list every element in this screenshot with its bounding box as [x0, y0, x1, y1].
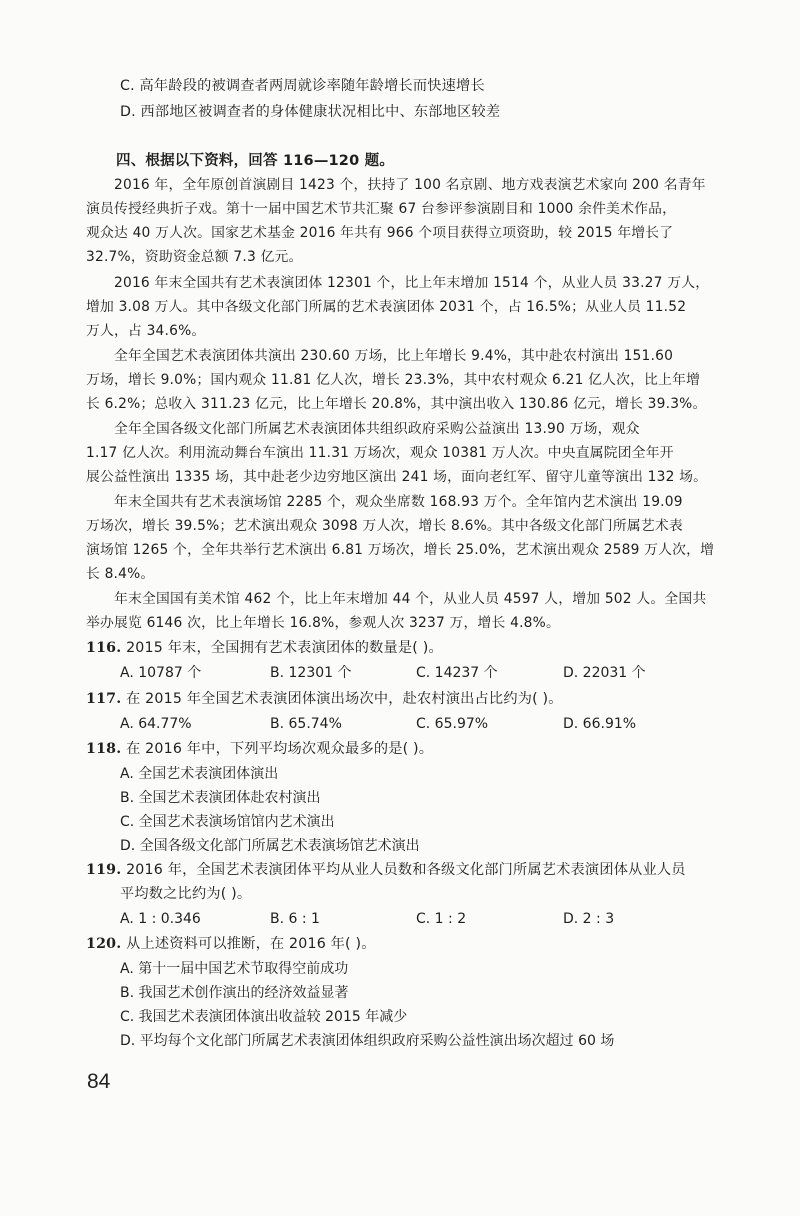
material-line: 2016 年，全年原创首演剧目 1423 个，扶持了 100 名京剧、地方戏表演艺术家向 200 名青年	[114, 177, 706, 193]
material-line: 全年全国各级文化部门所属艺术表演团体共组织政府采购公益演出 13.90 万场，观众	[114, 421, 640, 437]
question-stem: 2016 年，全国艺术表演团体平均从业人员数和各级文化部门所属艺术表演团体从业人员	[126, 862, 686, 878]
option-a: A. 64.77%	[120, 716, 192, 732]
option-a: A. 1 : 0.346	[120, 911, 201, 927]
option-a: A. 全国艺术表演团体演出	[120, 766, 279, 782]
question-stem-continued: 平均数之比约为( )。	[120, 886, 252, 902]
section-title: 四、根据以下资料，回答 116—120 题。	[116, 153, 395, 169]
material-line: 年末全国国有美术馆 462 个，比上年末增加 44 个，从业人员 4597 人，增加 502 人。全国共	[114, 591, 707, 607]
question-120	[86, 933, 376, 955]
question-118	[86, 738, 433, 760]
material-line: 演场馆 1265 个，全年共举行艺术演出 6.81 万场次，增长 25.0%，艺术演出观众 2589 万人次，增	[86, 542, 715, 558]
material-line: 1.17 亿人次。利用流动舞台车演出 11.31 万场次，观众 10381 万人次。中央直属院团全年开	[86, 445, 674, 461]
material-line: 32.7%，资助资金总额 7.3 亿元。	[86, 249, 303, 265]
option-d: D. 66.91%	[563, 716, 637, 732]
material-line: 万人，占 34.6%。	[86, 323, 206, 339]
material-line: 长 6.2%；总收入 311.23 亿元，比上年增长 20.8%，其中演出收入 130.86 亿元，增长 39.3%。	[86, 396, 707, 412]
option-d: D. 平均每个文化部门所属艺术表演团体组织政府采购公益性演出场次超过 60 场	[120, 1033, 615, 1049]
option-b: B. 6 : 1	[270, 911, 320, 927]
option-c: C. 14237 个	[416, 665, 498, 681]
prev-option-c: C. 高年龄段的被调查者两周就诊率随年龄增长而快速增长	[120, 78, 485, 94]
material-line: 展公益性演出 1335 场，其中赴老少边穷地区演出 241 场，面向老红军、留守儿童等演出 132 场。	[86, 469, 708, 485]
question-stem: 在 2016 年中，下列平均场次观众最多的是( )。	[126, 741, 434, 757]
question-119	[86, 859, 686, 881]
question-117	[86, 688, 563, 710]
question-116	[86, 637, 443, 659]
material-line: 举办展览 6146 次，比上年增长 16.8%，参观人次 3237 万，增长 4.8%。	[86, 615, 560, 631]
material-line: 演员传授经典折子戏。第十一届中国艺术节共汇聚 67 台参评参演剧目和 1000 余件美术作品，	[86, 201, 677, 217]
option-d: D. 全国各级文化部门所属艺术表演场馆艺术演出	[120, 838, 420, 854]
material-line: 2016 年末全国共有艺术表演团体 12301 个，比上年末增加 1514 个，从业人员 33.27 万人，	[114, 275, 710, 291]
question-number: 119.	[86, 862, 122, 878]
question-stem: 在 2015 年全国艺术表演团体演出场次中，赴农村演出占比约为( )。	[126, 691, 563, 707]
option-a: A. 第十一届中国艺术节取得空前成功	[120, 961, 349, 977]
question-number: 117.	[86, 691, 122, 707]
option-d: D. 22031 个	[563, 665, 646, 681]
option-b: B. 全国艺术表演团体赴农村演出	[120, 790, 321, 806]
question-number: 120.	[86, 936, 122, 952]
option-c: C. 我国艺术表演团体演出收益较 2015 年减少	[120, 1009, 408, 1025]
option-d: D. 2 : 3	[563, 911, 615, 927]
material-line: 长 8.4%。	[86, 566, 155, 582]
option-c: C. 65.97%	[416, 716, 489, 732]
material-line: 万场次，增长 39.5%；艺术演出观众 3098 万人次，增长 8.6%。其中各级文化部门所属艺术表	[86, 518, 683, 534]
material-line: 增加 3.08 万人。其中各级文化部门所属的艺术表演团体 2031 个，占 16.5%；从业人员 11.52	[86, 299, 687, 315]
material-line: 观众达 40 万人次。国家艺术基金 2016 年共有 966 个项目获得立项资助，较 2015 年增长了	[86, 225, 674, 241]
question-number: 116.	[86, 640, 122, 656]
option-b: B. 65.74%	[270, 716, 342, 732]
material-line: 万场，增长 9.0%；国内观众 11.81 亿人次，增长 23.3%，其中农村观众 6.21 亿人次，比上年增	[86, 372, 701, 388]
option-b: B. 12301 个	[270, 665, 352, 681]
page-number: 84	[87, 1070, 111, 1093]
material-line: 年末全国共有艺术表演场馆 2285 个，观众坐席数 168.93 万个。全年馆内艺术演出 19.09	[114, 494, 683, 510]
prev-option-d: D. 西部地区被调查者的身体健康状况相比中、东部地区较差	[120, 104, 501, 120]
material-line: 全年全国艺术表演团体共演出 230.60 万场，比上年增长 9.4%，其中赴农村演出 151.60	[114, 348, 674, 364]
question-stem: 2015 年末，全国拥有艺术表演团体的数量是( )。	[126, 640, 443, 656]
option-c: C. 全国艺术表演场馆馆内艺术演出	[120, 814, 335, 830]
question-number: 118.	[86, 741, 122, 757]
option-a: A. 10787 个	[120, 665, 202, 681]
option-b: B. 我国艺术创作演出的经济效益显著	[120, 985, 349, 1001]
question-stem: 从上述资料可以推断，在 2016 年( )。	[126, 936, 376, 952]
option-c: C. 1 : 2	[416, 911, 467, 927]
